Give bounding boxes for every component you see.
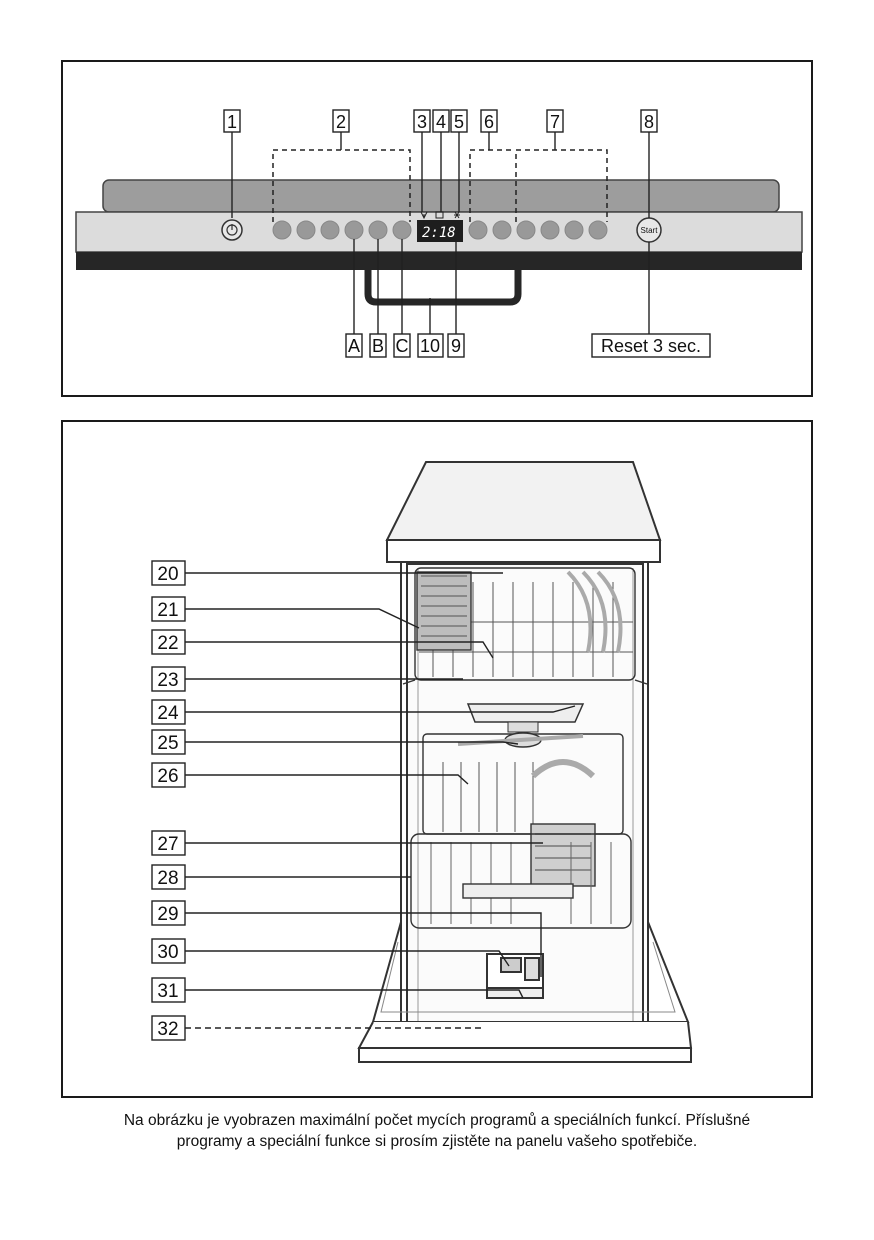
callout-28: 28 — [157, 868, 179, 889]
display-value: 2:18 — [422, 225, 456, 241]
callout-A: A — [347, 336, 361, 356]
callout-10: 10 — [419, 336, 441, 356]
worktop — [387, 462, 660, 562]
callout-23: 23 — [157, 670, 179, 691]
callout-8: 8 — [643, 112, 655, 132]
callout-4: 4 — [435, 112, 447, 132]
start-button — [637, 218, 661, 242]
callout-32: 32 — [157, 1019, 179, 1040]
callout-1: 1 — [226, 112, 238, 132]
reset-label: Reset 3 sec. — [600, 336, 702, 356]
callout-7: 7 — [549, 112, 561, 132]
callout-5: 5 — [453, 112, 465, 132]
figure-caption — [40, 1110, 834, 1152]
power-button — [222, 220, 242, 240]
caption-line-1: Na obrázku je vyobrazen maximální počet mycích programů a speciálních funkcí. Příslušné — [123, 1112, 751, 1129]
callout-30: 30 — [157, 942, 179, 963]
control-panel-illustration — [63, 62, 815, 399]
callout-20: 20 — [157, 564, 179, 585]
callout-B: B — [371, 336, 385, 356]
callout-31: 31 — [157, 981, 179, 1002]
callout-26: 26 — [157, 766, 179, 787]
control-panel-figure — [61, 60, 813, 397]
callout-6: 6 — [483, 112, 495, 132]
callout-21: 21 — [157, 600, 179, 621]
callout-3: 3 — [416, 112, 428, 132]
start-button-label: Start — [640, 226, 658, 235]
callout-27: 27 — [157, 834, 179, 855]
callout-9: 9 — [450, 336, 462, 356]
callout-24: 24 — [157, 703, 179, 724]
dishwasher-illustration — [63, 422, 815, 1100]
callout-22: 22 — [157, 633, 179, 654]
caption-line-2: programy a speciální funkce si prosím zjistěte na panelu vašeho spotřebiče. — [176, 1133, 698, 1150]
callout-2: 2 — [335, 112, 347, 132]
callout-25: 25 — [157, 733, 179, 754]
dishwasher-figure — [61, 420, 813, 1098]
callout-29: 29 — [157, 904, 179, 925]
callout-C: C — [395, 336, 409, 356]
